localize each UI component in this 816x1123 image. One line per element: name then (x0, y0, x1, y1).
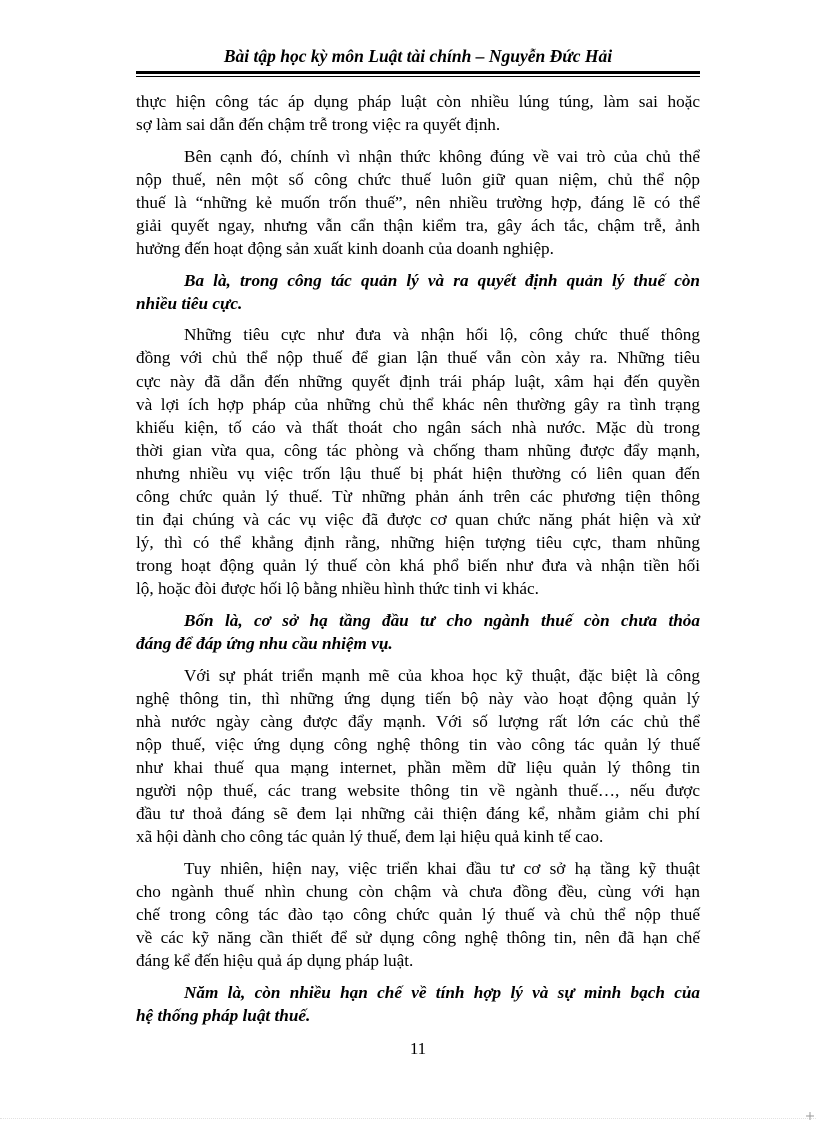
text-line: Với sự phát triển mạnh mẽ của khoa học kỹ thuật, đặc biệt là công (184, 665, 700, 685)
text-line: đầu tư thoả đáng sẽ đem lại những cải thiện đáng kể, nhằm giảm chi phí (136, 804, 700, 824)
page-edge-divider (0, 1118, 816, 1119)
body-paragraph (136, 857, 700, 972)
text-line: chế trong công tác đào tạo công chức quản lý thuế và chủ thể nộp thuế (136, 905, 700, 925)
text-line: đồng với chủ thể nộp thuế để gian lận thuế vẫn còn xảy ra. Những tiêu (136, 348, 700, 368)
section-heading (136, 269, 700, 315)
text-line: thuế là “những kẻ muốn trốn thuế”, nên nhiều trường hợp, đáng lẽ có thể (136, 192, 700, 212)
text-line: khiếu kiện, tố cáo và thất thoát cho ngân sách nhà nước. Mặc dù trong (136, 417, 700, 437)
text-line: nghệ thông tin, thì những ứng dụng tiến bộ này vào hoạt động quản lý (136, 688, 700, 708)
text-line: và lợi ích hợp pháp của những chủ thể khác nên thường gây ra tình trạng (136, 394, 700, 414)
text-line: Bên cạnh đó, chính vì nhận thức không đúng về vai trò của chủ thể (184, 146, 700, 166)
body-paragraph (136, 90, 700, 136)
text-line: nhiều tiêu cực. (136, 293, 243, 313)
text-line: xã hội dành cho công tác quản lý thuế, đem lại hiệu quả kinh tế cao. (136, 827, 604, 847)
document-body (136, 90, 700, 1036)
text-line: người nộp thuế, các trang website thông tin về ngành thuế…, nếu được (136, 781, 700, 801)
text-line: Ba là, trong công tác quản lý và ra quyết định quản lý thuế còn (184, 270, 700, 290)
text-line: cho ngành thuế nhìn chung còn chậm và chưa đồng đều, cùng với hạn (136, 882, 700, 901)
text-line: cực này đã dẫn đến những quyết định trái pháp luật, xâm hại đến quyền (136, 371, 700, 391)
text-line: về các kỹ năng cần thiết để sử dụng công nghệ thông tin, nên đã hạn chế (136, 928, 700, 948)
text-line: hưởng đến hoạt động sản xuất kinh doanh của doanh nghiệp. (136, 239, 554, 259)
section-heading (136, 609, 700, 655)
text-line: lộ, hoặc đòi được hối lộ bằng nhiều hình thức tinh vi khác. (136, 579, 539, 599)
text-line: như khai thuế qua mạng internet, phần mềm dữ liệu quản lý thông tin (136, 758, 700, 778)
text-line: nhưng nhiều vụ việc trốn lậu thuế bị phát hiện thường có liên quan đến (136, 463, 700, 483)
page-header-title: Bài tập học kỳ môn Luật tài chính – Nguyễn Đức Hải (223, 46, 613, 66)
text-line: nộp thuế, việc ứng dụng công nghệ thông tin vào công tác quản lý thuế (136, 734, 700, 754)
header-rule-thick (136, 71, 700, 74)
text-line: đáng để đáp ứng nhu cầu nhiệm vụ. (136, 634, 393, 654)
text-line: Năm là, còn nhiều hạn chế về tính hợp lý và sự minh bạch của (184, 982, 700, 1002)
text-line: công chức quản lý thuế. Từ những phản ánh trên các phương tiện thông (136, 487, 700, 506)
text-line: đáng kể đến hiệu quả áp dụng pháp luật. (136, 951, 414, 971)
text-line: nộp thuế, nên một số công chức thuế luôn giữ quan niệm, chủ thể nộp (136, 169, 700, 189)
text-line: sợ làm sai dẫn đến chậm trễ trong việc ra quyết định. (136, 115, 501, 135)
corner-mark-icon (806, 1112, 814, 1120)
text-line: thời gian vừa qua, công tác phòng và chống tham nhũng được đẩy mạnh, (136, 440, 700, 460)
body-paragraph (136, 145, 700, 260)
text-line: tin đại chúng và các vụ việc đã được cơ quan chức năng phát hiện và xử (136, 510, 700, 530)
text-line: Bốn là, cơ sở hạ tầng đầu tư cho ngành thuế còn chưa thỏa (184, 610, 700, 630)
text-line: trong hoạt động quản lý thuế còn khá phổ biến như đưa và nhận tiền hối (136, 556, 700, 576)
text-line: nhà nước ngày càng được đẩy mạnh. Với số lượng rất lớn các chủ thể (136, 711, 700, 731)
text-line: lý, thì có thể khẳng định rằng, những hiện tượng tiêu cực, tham nhũng (136, 533, 700, 553)
header-rule-thin (136, 76, 700, 77)
text-line: hệ thống pháp luật thuế. (136, 1005, 311, 1025)
body-paragraph (136, 323, 700, 600)
text-line: Tuy nhiên, hiện nay, việc triển khai đầu tư cơ sở hạ tầng kỹ thuật (184, 858, 700, 878)
section-heading (136, 981, 700, 1027)
text-line: thực hiện công tác áp dụng pháp luật còn nhiều lúng túng, làm sai hoặc (136, 92, 700, 111)
text-line: Những tiêu cực như đưa và nhận hối lộ, công chức thuế thông (184, 325, 700, 345)
page-number: 11 (409, 1039, 427, 1058)
text-line: giải quyết ngay, nhưng vẫn cẩn thận kiểm tra, gây ách tắc, chậm trễ, ảnh (136, 215, 700, 235)
body-paragraph (136, 664, 700, 849)
